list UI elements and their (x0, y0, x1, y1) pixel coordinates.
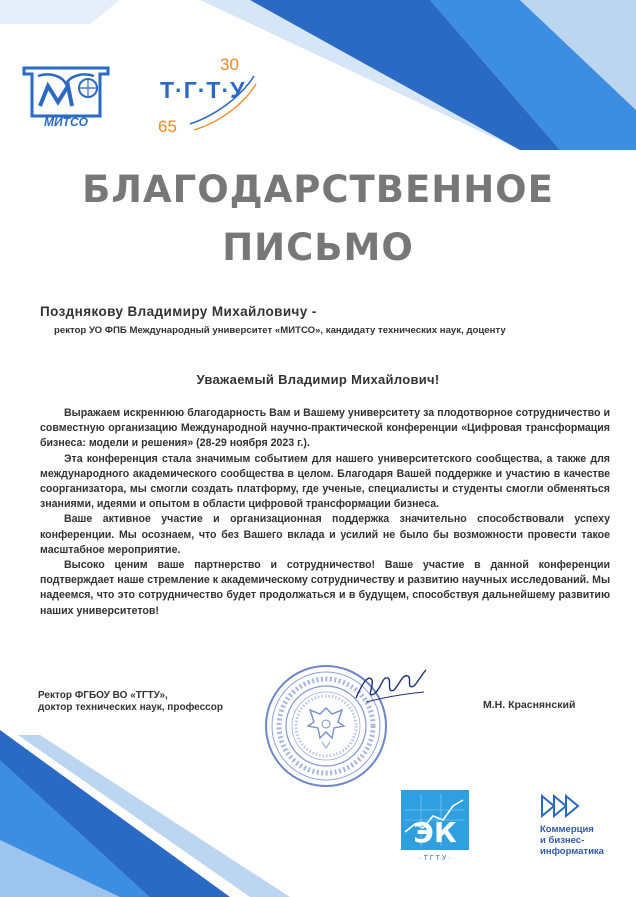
signer-role-line2: доктор технических наук, профессор (38, 702, 223, 713)
body-paragraph: Высоко ценим ваше партнерство и сотрудничество! Ваше участие в данной конференции подтверждает наше стремление к академическому сотрудничеству и развитию научных исследований. Мы надеемся, что это сотрудничество будет продолжаться и в будущем, способствуя дальнейшему развитию наших университетов! (40, 559, 610, 617)
kbi-logo-text (540, 824, 604, 857)
signer-name: М.Н. Краснянский (483, 699, 576, 711)
mitso-logo (18, 62, 114, 132)
svg-text:ЭК: ЭК (413, 816, 457, 849)
svg-text:65: 65 (158, 117, 177, 136)
letter-body (40, 406, 610, 619)
svg-text:Т·Г·Т·У: Т·Г·Т·У (160, 77, 246, 103)
svg-text:МИТСО: МИТСО (44, 115, 88, 129)
ek-logo (401, 790, 469, 862)
recipient-name: Позднякову Владимиру Михайловичу - (40, 304, 317, 319)
svg-text:30: 30 (220, 55, 239, 74)
svg-text:· Т Г Т У ·: · Т Г Т У · (419, 855, 451, 862)
recipient-position: ректор УО ФПБ Международный университет «МИТСО», кандидату технических наук, доценту (54, 325, 506, 336)
body-paragraph: Выражаем искреннюю благодарность Вам и Вашему университету за плодотворное сотрудничество и совместную организацию Международной научно-практической конференции «Цифровая трансформация бизнеса: модели и решения» (28-29 ноября 2023 г.). (40, 407, 610, 450)
signer-role (38, 690, 223, 714)
letter-title-line2: ПИСЬМО (222, 226, 414, 269)
handwritten-signature (352, 664, 428, 708)
signer-role-line1: Ректор ФГБОУ ВО «ТГТУ», (38, 690, 168, 701)
body-paragraph: Эта конференция стала значимым событием для нашего университетского сообщества, а также для международного академического сообщества в целом. Благодаря Вашей поддержке и участию в качестве соорганизатора, мы смогли создать платформу, где ученые, специалисты и студенты смогли обменяться знаниями, идеями и опытом в области цифровой трансформации бизнеса. (40, 452, 610, 511)
kbi-line2: и бизнес- (540, 835, 585, 846)
salutation: Уважаемый Владимир Михайлович! (196, 372, 440, 387)
letter-title-line1: БЛАГОДАРСТВЕННОЕ (82, 168, 554, 211)
kbi-line3: информатика (540, 846, 604, 857)
tgtu-logo (156, 54, 268, 138)
body-paragraph: Ваше активное участие и организационная поддержка значительно способствовали успеху конференции. Мы осознаем, что без Вашего вклада и усилий не было бы возможности провести такое масштабное мероприятие. (40, 513, 610, 556)
kbi-line1: Коммерция (540, 824, 594, 835)
